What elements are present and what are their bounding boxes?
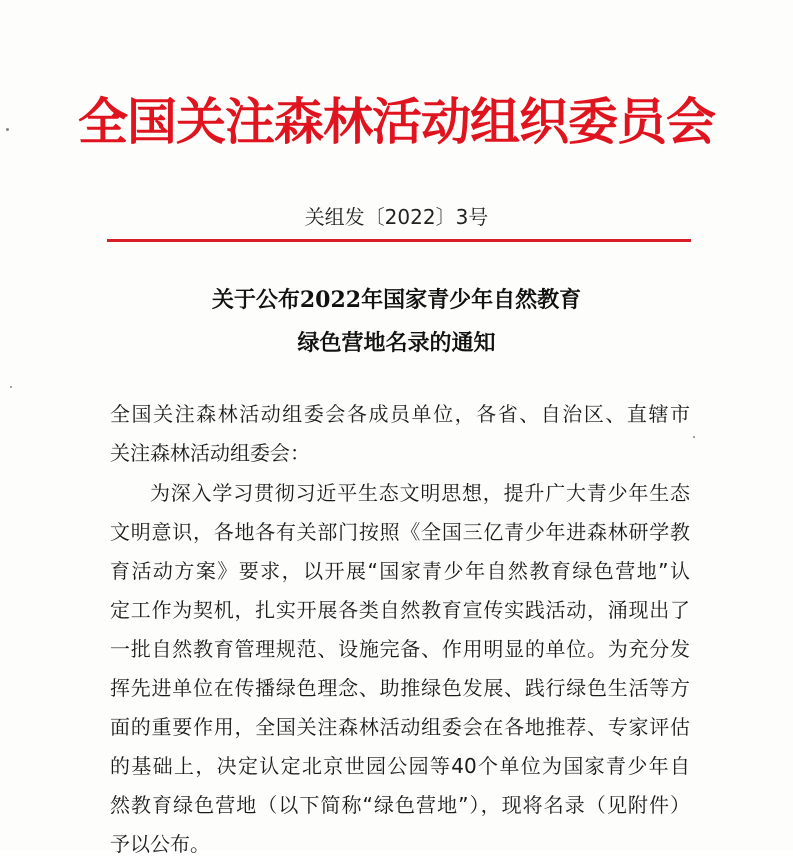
body-line: 的基础上，决定认定北京世园公园等40个单位为国家青少年自 — [110, 754, 690, 778]
organization-header: 全国关注森林活动组织委员会 — [78, 92, 715, 151]
body-line-paragraph-start: 为深入学习贯彻习近平生态文明思想，提升广大青少年生态 — [150, 481, 690, 505]
body-line: 一批自然教育管理规范、设施完备、作用明显的单位。为充分发 — [110, 637, 690, 661]
header-divider — [107, 239, 691, 242]
body-line: 育活动方案》要求，以开展“国家青少年自然教育绿色营地”认 — [110, 559, 690, 583]
body-line: 面的重要作用，全国关注森林活动组委会在各地推荐、专家评估 — [110, 715, 690, 739]
body-line-salutation-1: 全国关注森林活动组委会各成员单位，各省、自治区、直辖市 — [110, 402, 690, 426]
scan-speck — [10, 386, 12, 388]
scan-speck — [6, 128, 9, 131]
document-number: 关组发〔2022〕3号 — [304, 205, 489, 229]
notice-title-line-1: 关于公布2022年国家青少年自然教育 — [211, 287, 582, 313]
body-line: 定工作为契机，扎实开展各类自然教育宣传实践活动，涌现出了 — [110, 598, 690, 622]
body-line-paragraph-end: 予以公布。 — [110, 832, 210, 856]
notice-title-line-2: 绿色营地名录的通知 — [297, 330, 496, 356]
scan-speck — [693, 436, 695, 438]
body-line-salutation-2: 关注森林活动组委会： — [110, 441, 310, 465]
body-line: 然教育绿色营地（以下简称“绿色营地”），现将名录（见附件） — [110, 793, 690, 817]
body-line: 文明意识，各地各有关部门按照《全国三亿青少年进森林研学教 — [110, 520, 690, 544]
body-line: 挥先进单位在传播绿色理念、助推绿色发展、践行绿色生活等方 — [110, 676, 690, 700]
